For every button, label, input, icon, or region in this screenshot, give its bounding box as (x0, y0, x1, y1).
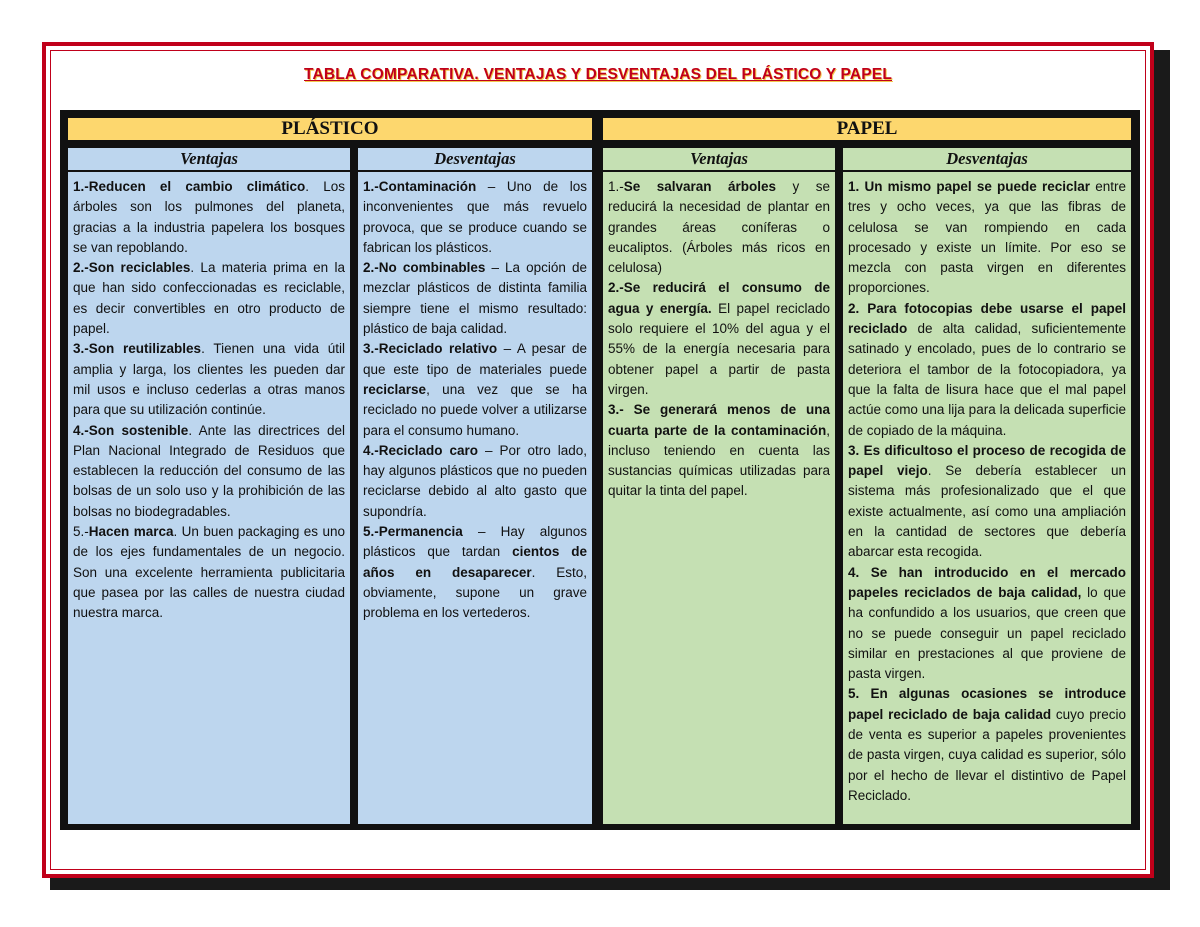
item-bold-text: 2. Para fotocopias debe usarse el papel reciclado (848, 300, 1126, 337)
item-bold-text: 4. Se han introducido en el mercado papeles reciclados de baja calidad, (848, 564, 1126, 600)
list-item (363, 522, 587, 623)
column-body (68, 172, 350, 624)
item-bold-text: 1.-Reducen el cambio climático (73, 179, 306, 194)
item-text: . Un buen packaging es uno de los ejes fundamentales de un negocio. Son una excelente herramienta publicitaria que pasea por las calles de nuestra ciudad nuestra marca. (73, 524, 345, 621)
item-text: El papel reciclado solo requiere el 10% del agua y el 55% de la energía necesaria para obtener papel a partir de pasta virgen. (608, 300, 830, 397)
list-item (608, 400, 830, 501)
list-item (73, 522, 345, 623)
item-bold-text: 2.-Se reducirá el consumo de agua y energía. (608, 280, 830, 316)
list-item (848, 299, 1126, 441)
page-frame (42, 42, 1154, 878)
list-item (608, 278, 830, 400)
list-item (363, 339, 587, 440)
item-text: – Por otro lado, hay algunos plásticos que no pueden reciclarse debido al alto gasto que supondría. (363, 442, 587, 519)
item-text: , incluso teniendo en cuenta las sustancias químicas utilizadas para quitar la tinta del papel. (608, 422, 830, 499)
column-plastico-desventajas (356, 146, 594, 826)
column-body (358, 172, 592, 624)
item-text: cuyo precio de venta es superior a papeles provenientes de pasta virgen, cuya calidad es superior, sólo por el hecho de llevar el distintivo de Papel Reciclado. (848, 706, 1126, 803)
item-bold-text: 3.- Se generará menos de una cuarta parte de la contaminación (608, 402, 830, 438)
item-text: – A pesar de que este tipo de materiales puede (363, 341, 587, 377)
page-title: TABLA COMPARATIVA. VENTAJAS Y DESVENTAJAS DEL PLÁSTICO Y PAPEL (304, 66, 892, 83)
item-bold-text: 4.-Reciclado caro (363, 442, 479, 458)
item-text: entre tres y ocho veces, ya que las fibras de celulosa se van rompiendo en cada procesado y existe un límite. Por eso se mezcla con pasta virgen en diferentes proporciones. (848, 179, 1126, 296)
item-text: . Se debería establecer un sistema más profesionalizado que el que existe actualmente, así como una ampliación en la cantidad de sectores que debería abarcar esta recogida. (848, 463, 1126, 560)
list-item (73, 258, 345, 339)
item-text: de alta calidad, suficientemente satinado y encolado, pues de lo contrario se deteriora el tambor de la fotocopiadora, ya que la falta de lisura hace que el mal papel actúe como una lija para la delicada superficie de copiado de la máquina. (848, 321, 1126, 438)
item-bold-text: Se salvaran árboles (623, 179, 777, 194)
item-bold-text: 2.-Son reciclables (73, 260, 191, 276)
item-text: . Esto, obviamente, supone un grave problema en los vertederos. (363, 564, 587, 621)
item-bold-text: 3. Es dificultoso el proceso de recogida de papel viejo (848, 442, 1126, 479)
item-bold-text: 1.-Contaminación (363, 179, 477, 194)
header-papel: PAPEL (601, 116, 1133, 142)
list-item (363, 441, 587, 522)
list-item (848, 177, 1126, 299)
column-heading: Desventajas (358, 148, 592, 172)
list-item (848, 441, 1126, 563)
item-text: – Uno de los inconvenientes que más revuelo provoca, que se produce cuando se fabrican los plásticos. (363, 179, 587, 255)
list-item (73, 339, 345, 420)
item-text: – Hay algunos plásticos que tardan (363, 524, 587, 560)
item-bold-text: 1. Un mismo papel se puede reciclar (848, 179, 1091, 194)
item-bold-text: 3.-Son reutilizables (73, 341, 202, 357)
item-bold-text: 2.-No combinables (363, 260, 486, 276)
item-text: . La materia prima en la que han sido confeccionadas es reciclable, es decir convertibles en otro producto de papel. (73, 260, 345, 337)
column-heading: Ventajas (68, 148, 350, 172)
header-plastico: PLÁSTICO (66, 116, 594, 142)
item-bold-text: 3.-Reciclado relativo (363, 341, 498, 357)
item-text: y se reducirá la necesidad de plantar en grandes áreas coníferas o eucaliptos. (Árboles más ricos en celulosa) (608, 179, 831, 276)
list-item (848, 684, 1126, 806)
item-text: lo que ha confundido a los usuarios, que creen que no se puede conseguir un papel reciclado similar en prestaciones al que proviene de pasta virgen. (848, 584, 1126, 682)
list-item (363, 177, 587, 258)
item-text: , una vez que se ha reciclado no puede volver a utilizarse para el consumo humano. (363, 381, 587, 438)
column-papel-ventajas (601, 146, 837, 826)
item-bold-text: 4.-Son sostenible (73, 422, 189, 438)
column-plastico-ventajas (66, 146, 352, 826)
item-text: 1.- (608, 179, 624, 194)
item-text: 5.- (73, 524, 89, 540)
list-item (73, 421, 345, 522)
comparison-table (60, 110, 1140, 830)
list-item (608, 177, 830, 278)
item-text: . Los árboles son los pulmones del planeta, gracias a la industria papelera los bosques se van repoblando. (73, 179, 345, 255)
item-text: . Ante las directrices del Plan Nacional Integrado de Residuos que establecen la reducción del consumo de las bolsas de un solo uso y la prohibición de las bolsas no biodegradables. (73, 422, 345, 519)
column-body (843, 172, 1131, 806)
column-heading: Desventajas (843, 148, 1131, 172)
item-text: . Tienen una vida útil amplia y larga, los clientes les pueden dar mil usos e incluso cederlas a otras manos para que su utilización continúe. (73, 341, 345, 418)
list-item (848, 563, 1126, 685)
column-heading: Ventajas (603, 148, 835, 172)
item-bold-text: 5.-Permanencia (363, 524, 463, 540)
item-bold-text: Hacen marca (88, 524, 174, 540)
list-item (73, 177, 345, 258)
list-item (363, 258, 587, 339)
item-bold-text: reciclarse (363, 381, 427, 397)
column-papel-desventajas (841, 146, 1133, 826)
item-bold-text: 5. En algunas ocasiones se introduce papel reciclado de baja calidad (848, 686, 1126, 722)
column-body (603, 172, 835, 502)
item-bold-text: cientos de años en desaparecer (363, 544, 587, 580)
item-text: – La opción de mezclar plásticos de distinta familia siempre tiene el mismo resultado: plástico de baja calidad. (363, 260, 587, 337)
